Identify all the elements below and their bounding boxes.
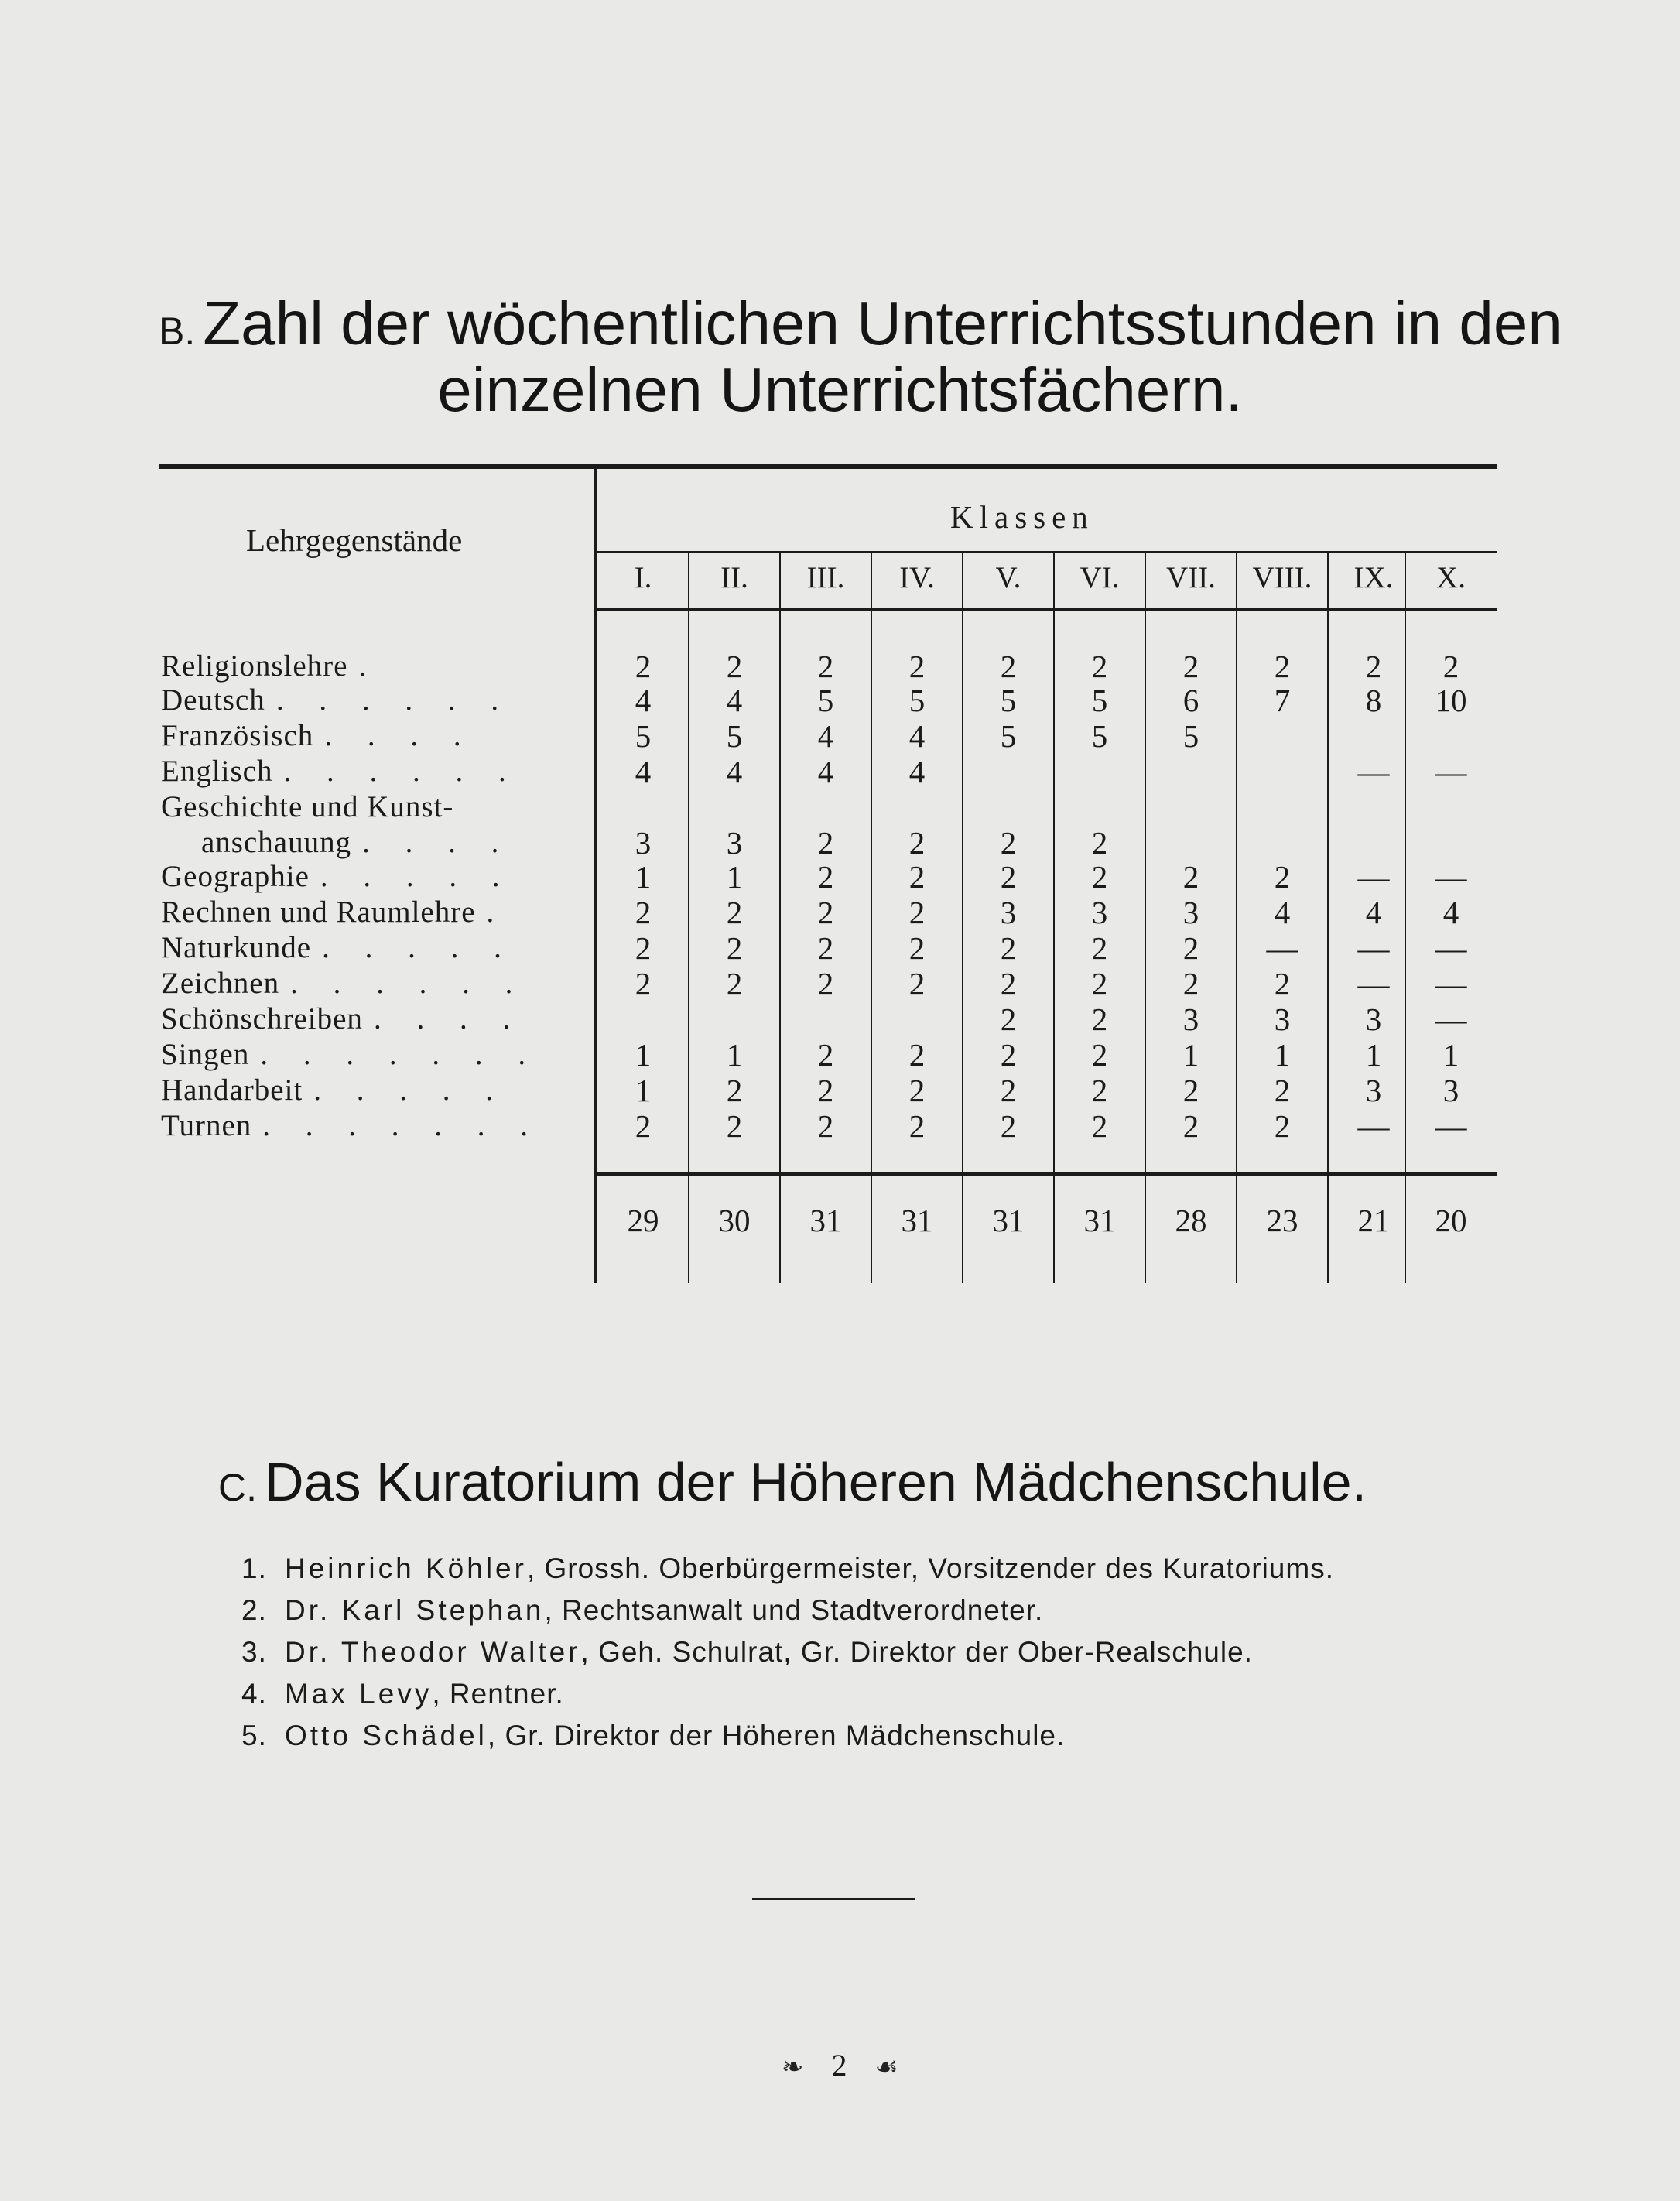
- table-cell: 2: [1365, 649, 1382, 684]
- table-cell: 2: [817, 649, 834, 684]
- table-cell: 2: [1091, 859, 1108, 895]
- table-cell: 1: [1442, 1037, 1459, 1073]
- table-cell: 4: [726, 683, 743, 718]
- table-cell: 3: [726, 825, 743, 861]
- total-cell: 31: [901, 1203, 933, 1238]
- table-cell: 2: [1442, 649, 1459, 684]
- subject-label: [161, 930, 515, 966]
- subject-label-text: Turnen: [161, 1109, 252, 1142]
- table-cell: 4: [817, 754, 834, 789]
- table-cell: 4: [635, 754, 652, 789]
- member-role: , Rentner.: [432, 1678, 564, 1710]
- subject-label: [161, 649, 380, 684]
- table-cell: —: [1435, 966, 1467, 1001]
- table-cell: 4: [1442, 895, 1459, 930]
- table-cell: 7: [1274, 683, 1291, 718]
- subject-label: [161, 683, 512, 718]
- table-cell: 2: [1274, 966, 1291, 1001]
- leader-dots: . . . .: [324, 719, 475, 752]
- table-cell: 2: [817, 966, 834, 1001]
- table-cell: 1: [1365, 1037, 1382, 1073]
- leader-dots: . . . .: [373, 1002, 525, 1035]
- table-cell: 2: [1182, 1073, 1199, 1108]
- subject-label-text: Französisch: [161, 719, 314, 752]
- table-cell: —: [1435, 754, 1467, 789]
- table-cell: 2: [1274, 649, 1291, 684]
- member-entry: [241, 1549, 1334, 1588]
- table-cell: 2: [1182, 649, 1199, 684]
- member-number: 3.: [241, 1636, 267, 1668]
- member-role: , Rechtsanwalt und Stadtverordneter.: [544, 1594, 1044, 1626]
- table-cell: 4: [908, 718, 926, 754]
- ornament-left-icon: ❧: [782, 2053, 804, 2082]
- class-column-header: VI.: [1080, 561, 1120, 594]
- table-cell: 2: [1091, 1001, 1108, 1037]
- table-cell: 2: [726, 1073, 743, 1108]
- class-column-header: V.: [995, 561, 1021, 594]
- table-cell: 2: [635, 1108, 652, 1144]
- member-number: 5.: [241, 1720, 267, 1751]
- table-cell: 1: [1182, 1037, 1199, 1073]
- total-cell: 21: [1357, 1203, 1390, 1238]
- table-cell: 2: [908, 649, 926, 684]
- leader-dots: . . . .: [362, 826, 513, 859]
- table-cell: 2: [817, 895, 834, 930]
- table-cell: 10: [1435, 683, 1467, 718]
- leader-dots: . . . . . .: [283, 755, 520, 788]
- table-cell: 2: [635, 649, 652, 684]
- table-cell: —: [1266, 930, 1298, 966]
- table-cell: 2: [817, 825, 834, 861]
- subject-label-text: Zeichnen: [161, 967, 280, 1000]
- closing-rule: [752, 1898, 915, 1900]
- table-cell: 2: [908, 1037, 926, 1073]
- table-cell: 2: [726, 895, 743, 930]
- member-entry: [241, 1633, 1253, 1672]
- table-cell: 4: [817, 718, 834, 754]
- table-cell: 8: [1365, 683, 1382, 718]
- section-c-title: C. Das Kuratorium der Höheren Mädchenschule.: [218, 1452, 1367, 1512]
- class-column-header: III.: [806, 561, 845, 594]
- class-column-header: I.: [634, 561, 652, 594]
- table-cell: 2: [1182, 859, 1199, 895]
- table-cell: 2: [1274, 1073, 1291, 1108]
- table-cell: 5: [1000, 683, 1017, 718]
- member-name: Dr. Theodor Walter: [285, 1636, 581, 1668]
- klassen-underline: [594, 551, 1497, 553]
- table-cell: 2: [908, 1073, 926, 1108]
- member-entry: [241, 1675, 564, 1713]
- table-cell: 2: [817, 1073, 834, 1108]
- total-cell: 28: [1175, 1203, 1207, 1238]
- total-cell: 31: [992, 1203, 1025, 1238]
- subject-label: [161, 1037, 539, 1073]
- member-number: 1.: [241, 1552, 267, 1584]
- table-cell: 2: [908, 859, 926, 895]
- table-cell: 1: [1274, 1037, 1291, 1073]
- table-cell: 2: [817, 1037, 834, 1073]
- table-cell: 2: [726, 966, 743, 1001]
- table-cell: 2: [908, 930, 926, 966]
- table-cell: 2: [1091, 649, 1108, 684]
- leader-dots: . . . . .: [313, 1073, 508, 1107]
- table-cell: 2: [1182, 930, 1199, 966]
- section-b-title-line1: B. Zahl der wöchentlichen Unterrichtsstunden in den: [159, 289, 1562, 358]
- classes-header: Klassen: [950, 499, 1094, 535]
- table-cell: 2: [1000, 1001, 1017, 1037]
- table-cell: 4: [635, 683, 652, 718]
- class-column-header: VII.: [1166, 561, 1216, 594]
- subject-label: [161, 1001, 524, 1037]
- table-cell: 2: [817, 1108, 834, 1144]
- table-cell: 5: [1000, 718, 1017, 754]
- subject-label-text: Schönschreiben: [161, 1002, 363, 1035]
- sum-separator-rule: [594, 1172, 1497, 1176]
- subject-label: [161, 718, 475, 754]
- leader-dots: .: [358, 649, 381, 683]
- member-name: Dr. Karl Stephan: [285, 1594, 545, 1626]
- table-cell: 4: [1365, 895, 1382, 930]
- table-cell: 4: [726, 754, 743, 789]
- table-cell: 5: [1091, 683, 1108, 718]
- table-cell: 2: [1000, 825, 1017, 861]
- table-cell: 2: [1000, 649, 1017, 684]
- table-cell: 2: [817, 859, 834, 895]
- table-cell: 2: [1000, 859, 1017, 895]
- table-cell: 2: [726, 930, 743, 966]
- table-cell: 2: [1182, 1108, 1199, 1144]
- table-cell: 2: [1091, 825, 1108, 861]
- table-cell: —: [1357, 859, 1390, 895]
- class-column-header: X.: [1436, 561, 1466, 594]
- table-cell: 2: [1000, 1073, 1017, 1108]
- table-cell: —: [1357, 966, 1390, 1001]
- total-cell: 30: [718, 1203, 751, 1238]
- table-cell: —: [1435, 930, 1467, 966]
- subject-label: [161, 859, 514, 895]
- table-cell: 1: [726, 859, 743, 895]
- subject-label-text: Rechnen und Raumlehre: [161, 895, 476, 929]
- table-cell: 2: [908, 825, 926, 861]
- table-cell: 3: [1182, 1001, 1199, 1037]
- subject-label: [161, 754, 520, 789]
- subject-label-text: Deutsch: [161, 683, 265, 717]
- table-cell: 2: [1091, 966, 1108, 1001]
- total-cell: 31: [809, 1203, 842, 1238]
- member-role: , Geh. Schulrat, Gr. Direktor der Ober-Realschule.: [580, 1636, 1253, 1668]
- member-role: , Grossh. Oberbürgermeister, Vorsitzender des Kuratoriums.: [526, 1552, 1334, 1584]
- table-cell: 2: [1274, 859, 1291, 895]
- table-cell: 1: [635, 1073, 652, 1108]
- table-cell: 6: [1182, 683, 1199, 718]
- table-cell: 2: [908, 1108, 926, 1144]
- leader-dots: . . . . . .: [290, 967, 527, 1000]
- table-cell: 1: [635, 859, 652, 895]
- class-column-header: II.: [720, 561, 748, 594]
- table-cell: 2: [908, 966, 926, 1001]
- table-cell: 3: [1365, 1073, 1382, 1108]
- table-cell: 5: [1091, 718, 1108, 754]
- table-cell: 4: [1274, 895, 1291, 930]
- subject-label-text: anschauung: [201, 826, 352, 859]
- header-bottom-rule: [594, 608, 1497, 611]
- leader-dots: . . . . . . .: [260, 1038, 540, 1071]
- subject-label: [201, 825, 512, 861]
- table-cell: 2: [726, 1108, 743, 1144]
- subject-label-text: Handarbeit: [161, 1073, 303, 1107]
- table-cell: —: [1435, 1001, 1467, 1037]
- table-cell: —: [1435, 1108, 1467, 1144]
- table-cell: 2: [726, 649, 743, 684]
- class-column-header: VIII.: [1252, 561, 1312, 594]
- page-number: 2: [831, 2048, 847, 2083]
- total-cell: 31: [1083, 1203, 1116, 1238]
- table-cell: 2: [1091, 1108, 1108, 1144]
- subject-label-text: Geographie: [161, 860, 310, 893]
- table-cell: —: [1357, 1108, 1390, 1144]
- section-b-title-line2: einzelnen Unterrichtsfächern.: [437, 355, 1243, 424]
- total-cell: 29: [627, 1203, 659, 1238]
- subject-label-text: Singen: [161, 1038, 250, 1071]
- member-role: , Gr. Direktor der Höheren Mädchenschule.: [487, 1720, 1066, 1751]
- subject-label: [161, 966, 526, 1001]
- table-cell: 2: [817, 930, 834, 966]
- table-cell: 2: [1000, 930, 1017, 966]
- page-footer: [0, 2047, 1680, 2083]
- table-cell: —: [1357, 754, 1390, 789]
- total-cell: 23: [1266, 1203, 1298, 1238]
- subject-label: [161, 1108, 542, 1144]
- table-cell: 2: [635, 930, 652, 966]
- table-cell: 2: [1091, 1037, 1108, 1073]
- table-cell: 1: [726, 1037, 743, 1073]
- leader-dots: . . . . . . .: [262, 1109, 542, 1142]
- member-entry: [241, 1591, 1043, 1630]
- subject-label-text: Englisch: [161, 755, 273, 788]
- member-name: Otto Schädel: [285, 1720, 488, 1751]
- table-cell: 5: [817, 683, 834, 718]
- table-cell: 3: [1365, 1001, 1382, 1037]
- section-c-letter: C.: [218, 1466, 257, 1509]
- table-cell: 2: [1000, 966, 1017, 1001]
- table-cell: 4: [908, 754, 926, 789]
- table-cell: 5: [908, 683, 926, 718]
- subject-label-text: Religionslehre: [161, 649, 348, 683]
- leader-dots: . . . . .: [322, 931, 515, 964]
- member-number: 4.: [241, 1678, 267, 1710]
- table-cell: 3: [1182, 895, 1199, 930]
- subject-column-header: Lehrgegenstände: [246, 522, 463, 558]
- table-cell: 3: [1091, 895, 1108, 930]
- class-column-header: IV.: [899, 561, 935, 594]
- table-cell: 5: [1182, 718, 1199, 754]
- subject-label: [161, 789, 464, 825]
- table-cell: 3: [1000, 895, 1017, 930]
- subject-label: [161, 895, 508, 930]
- table-cell: 5: [726, 718, 743, 754]
- member-entry: [241, 1717, 1065, 1755]
- table-cell: 2: [1274, 1108, 1291, 1144]
- table-cell: —: [1357, 930, 1390, 966]
- total-cell: 20: [1435, 1203, 1467, 1238]
- subject-label-text: Naturkunde: [161, 931, 312, 964]
- table-cell: 3: [1274, 1001, 1291, 1037]
- table-cell: 2: [1091, 1073, 1108, 1108]
- ornament-right-icon: ☙: [874, 2053, 898, 2082]
- table-cell: 2: [635, 895, 652, 930]
- table-cell: 2: [1000, 1037, 1017, 1073]
- table-cell: 1: [635, 1037, 652, 1073]
- table-cell: 3: [1442, 1073, 1459, 1108]
- subject-label-text: Geschichte und Kunst-: [161, 790, 454, 823]
- member-number: 2.: [241, 1594, 267, 1626]
- table-cell: —: [1435, 859, 1467, 895]
- class-column-header: IX.: [1353, 561, 1394, 594]
- table-cell: 3: [635, 825, 652, 861]
- table-cell: 2: [635, 966, 652, 1001]
- table-top-rule: [159, 464, 1497, 469]
- member-name: Heinrich Köhler: [285, 1552, 527, 1584]
- table-cell: 2: [1091, 930, 1108, 966]
- table-cell: 2: [1000, 1108, 1017, 1144]
- section-b-letter: B.: [159, 310, 196, 353]
- member-name: Max Levy: [285, 1678, 433, 1710]
- table-cell: 2: [1182, 966, 1199, 1001]
- subject-label: [161, 1073, 507, 1108]
- leader-dots: . . . . . .: [275, 683, 513, 717]
- table-cell: 2: [908, 895, 926, 930]
- leader-dots: . . . . .: [320, 860, 514, 893]
- leader-dots: .: [486, 895, 508, 929]
- table-cell: 5: [635, 718, 652, 754]
